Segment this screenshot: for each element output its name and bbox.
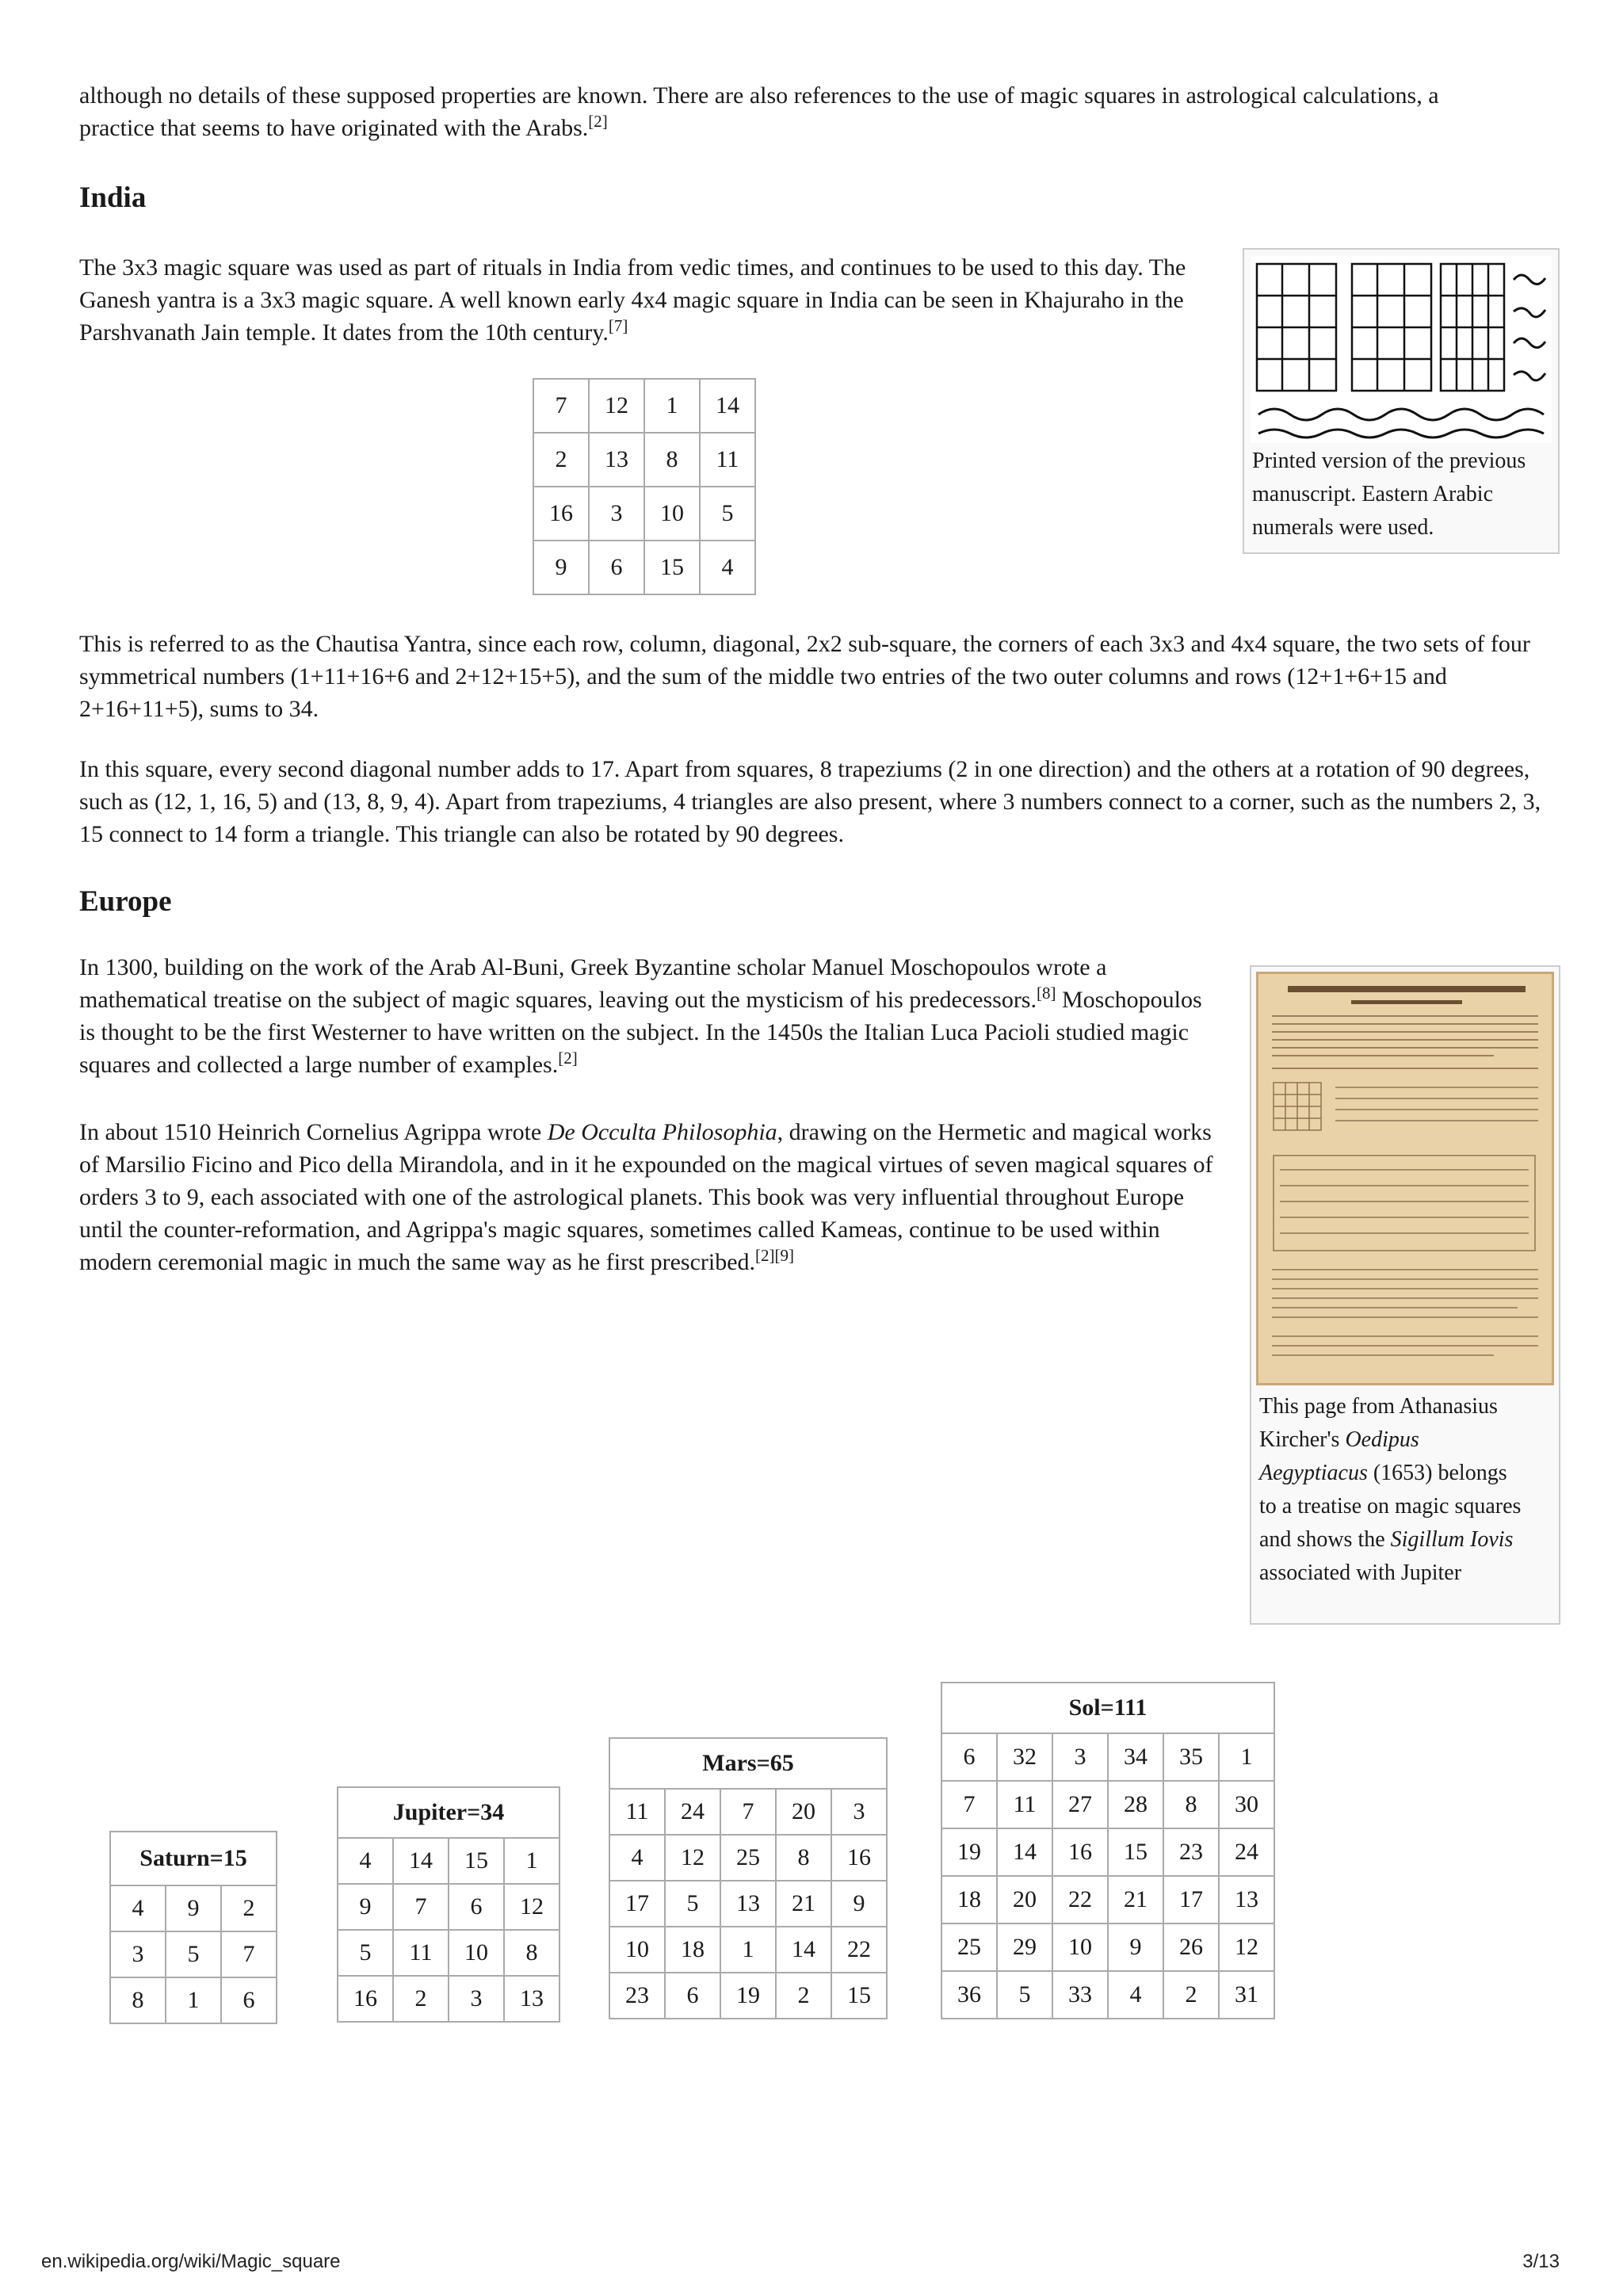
section-heading-europe: Europe (79, 885, 172, 918)
table-cell: 11 (997, 1781, 1052, 1828)
table-row (338, 1930, 559, 1976)
table-row (110, 1931, 277, 1977)
table-row (533, 433, 755, 487)
planet-square-title: Saturn=15 (110, 1832, 277, 1885)
table-header-row (110, 1832, 277, 1885)
table-cell: 24 (1219, 1828, 1274, 1876)
table-cell: 7 (393, 1884, 449, 1930)
table-cell: 3 (110, 1931, 166, 1977)
table-cell: 2 (776, 1973, 831, 2019)
table-row (941, 1924, 1274, 1971)
arabic-manuscript-image[interactable] (1251, 256, 1552, 443)
table-cell: 5 (665, 1881, 720, 1927)
table-row (338, 1838, 559, 1884)
table-cell: 14 (700, 379, 755, 433)
manuscript-caption: Printed version of the previous manuscript. Eastern Arabic numerals were used. (1252, 449, 1526, 540)
table-header-row (941, 1683, 1274, 1733)
table-cell: 19 (720, 1973, 776, 2019)
table-cell: 6 (589, 541, 644, 594)
table-cell: 8 (1163, 1781, 1219, 1828)
table-cell: 3 (1052, 1733, 1108, 1781)
table-cell: 12 (1219, 1924, 1274, 1971)
table-cell: 4 (110, 1885, 166, 1931)
table-row (533, 541, 755, 594)
table-cell: 9 (831, 1881, 887, 1927)
table-row (609, 1881, 887, 1927)
table-cell: 16 (1052, 1828, 1108, 1876)
table-cell: 3 (449, 1976, 504, 2022)
table-cell: 13 (589, 433, 644, 487)
india-paragraph-2: This is referred to as the Chautisa Yantra, since each row, column, diagonal, 2x2 sub-square, the corners of each 3x3 and 4x4 square, the two sets of four symmetrical numbers (1+11+16+6 and 2+12+15+5), and the sum of the middle two entries of the two outer columns and rows (12+1+6+15 and 2+16+11+5), sums to 34. (79, 631, 1530, 722)
manuscript-figure (1243, 248, 1560, 554)
planet-square-saturn (109, 1831, 277, 2024)
table-cell: 10 (609, 1927, 665, 1973)
table-cell: 9 (533, 541, 589, 594)
planet-square-title: Sol=111 (941, 1683, 1274, 1733)
planet-square-sol (941, 1682, 1275, 2019)
table-cell: 3 (831, 1789, 887, 1835)
table-cell: 8 (504, 1930, 559, 1976)
kircher-caption-text: This page from Athanasius Kircher's (1259, 1394, 1498, 1452)
citation-link[interactable]: [2] (588, 112, 608, 131)
table-cell: 16 (831, 1835, 887, 1881)
table-cell: 16 (533, 487, 589, 541)
footer-page-number: 3/13 (1522, 2251, 1560, 2272)
table-row (941, 1876, 1274, 1924)
table-cell: 17 (1163, 1876, 1219, 1924)
table-cell: 25 (720, 1835, 776, 1881)
table-cell: 7 (533, 379, 589, 433)
citation-link[interactable]: [8] (1036, 984, 1056, 1003)
footer-url: en.wikipedia.org/wiki/Magic_square (41, 2251, 341, 2272)
table-cell: 11 (609, 1789, 665, 1835)
table-cell: 8 (776, 1835, 831, 1881)
table-cell: 13 (504, 1976, 559, 2022)
table-cell: 22 (831, 1927, 887, 1973)
table-cell: 23 (609, 1973, 665, 2019)
chautisa-yantra-table (533, 378, 756, 595)
table-cell: 1 (166, 1977, 221, 2023)
table-cell: 31 (1219, 1971, 1274, 2019)
kircher-caption-italic: Oedipus Aegyptiacus (1259, 1427, 1419, 1485)
europe-paragraph-2 (79, 1116, 1220, 1278)
table-cell: 15 (831, 1973, 887, 2019)
table-cell: 14 (393, 1838, 449, 1884)
kircher-figure (1250, 965, 1560, 1625)
planet-square-mars (609, 1737, 888, 2019)
table-cell: 19 (941, 1828, 997, 1876)
table-cell: 27 (1052, 1781, 1108, 1828)
table-cell: 30 (1219, 1781, 1274, 1828)
table-cell: 10 (644, 487, 700, 541)
table-row (941, 1781, 1274, 1828)
intro-text: although no details of these supposed properties are known. There are also references to the use of magic squares in astrological calculations, a practice that seems to have originated with the Arabs. (79, 82, 1439, 141)
table-cell: 20 (997, 1876, 1052, 1924)
table-cell: 18 (941, 1876, 997, 1924)
table-cell: 1 (720, 1927, 776, 1973)
table-cell: 7 (221, 1931, 277, 1977)
table-cell: 10 (1052, 1924, 1108, 1971)
table-cell: 12 (665, 1835, 720, 1881)
citation-link[interactable]: [7] (608, 316, 628, 335)
table-row (609, 1835, 887, 1881)
table-cell: 25 (941, 1924, 997, 1971)
table-cell: 32 (997, 1733, 1052, 1781)
table-cell: 6 (449, 1884, 504, 1930)
table-cell: 6 (665, 1973, 720, 2019)
table-cell: 9 (338, 1884, 393, 1930)
table-cell: 21 (776, 1881, 831, 1927)
table-row (338, 1976, 559, 2022)
table-cell: 1 (1219, 1733, 1274, 1781)
book-title: De Occulta Philosophia (547, 1119, 777, 1145)
intro-paragraph (79, 79, 1490, 144)
citation-link[interactable]: [2][9] (755, 1246, 795, 1265)
table-cell: 24 (665, 1789, 720, 1835)
india-paragraph-3: In this square, every second diagonal number adds to 17. Apart from squares, 8 trapeziums (2 in one direction) and the others at a rotation of 90 degrees, such as (12, 1, 16, 5) and (13, 8, 9, 4). Apart from trapeziums, 4 triangles are also present, where 3 numbers connect to a corner, such as the numbers 2, 3, 15 connect to 14 form a triangle. This triangle can also be rotated by 90 degrees. (79, 756, 1541, 847)
europe-paragraph-1-text: In 1300, building on the work of the Arab Al-Buni, Greek Byzantine scholar Manuel Moschopoulos wrote a mathematical treatise on the subject of magic squares, leaving out the mysticism of his predecessors. (79, 954, 1107, 1013)
table-cell: 2 (221, 1885, 277, 1931)
table-row (110, 1885, 277, 1931)
planet-square-title: Jupiter=34 (338, 1787, 559, 1838)
india-paragraph-1 (79, 251, 1220, 349)
table-cell: 2 (533, 433, 589, 487)
kircher-caption-italic-2: Sigillum Iovis (1390, 1527, 1514, 1552)
table-cell: 14 (997, 1828, 1052, 1876)
planet-square-jupiter (337, 1786, 560, 2023)
table-cell: 17 (609, 1881, 665, 1927)
table-cell: 8 (644, 433, 700, 487)
table-cell: 11 (700, 433, 755, 487)
table-row (609, 1927, 887, 1973)
table-row (110, 1977, 277, 2023)
table-cell: 4 (1108, 1971, 1163, 2019)
kircher-caption-text-2: (1653) belongs to a treatise on magic squares and shows the (1259, 1461, 1522, 1552)
kircher-caption-text-3: associated with Jupiter (1259, 1561, 1462, 1585)
section-heading-india: India (79, 181, 147, 214)
europe-paragraph-2-text-2: , drawing on the Hermetic and magical works of Marsilio Ficino and Pico della Mirandola, and in it he expounded on the magical virtues of seven magical squares of orders 3 to 9, each associated with one of the astrological planets. This book was very influential throughout Europe until the counter-reformation, and Agrippa's magic squares, sometimes called Kameas, continue to be used within modern ceremonial magic in much the same way as he first prescribed. (79, 1119, 1213, 1275)
table-cell: 21 (1108, 1876, 1163, 1924)
table-cell: 23 (1163, 1828, 1219, 1876)
table-cell: 7 (720, 1789, 776, 1835)
planet-square-title: Mars=65 (609, 1738, 887, 1789)
table-cell: 11 (393, 1930, 449, 1976)
kircher-page-image[interactable] (1256, 972, 1554, 1385)
table-cell: 5 (166, 1931, 221, 1977)
table-row (941, 1733, 1274, 1781)
table-cell: 26 (1163, 1924, 1219, 1971)
table-row (533, 379, 755, 433)
table-row (338, 1884, 559, 1930)
table-cell: 29 (997, 1924, 1052, 1971)
table-cell: 18 (665, 1927, 720, 1973)
europe-paragraph-2-text: In about 1510 Heinrich Cornelius Agrippa wrote (79, 1119, 548, 1145)
table-row (609, 1973, 887, 2019)
table-cell: 5 (338, 1930, 393, 1976)
table-cell: 2 (393, 1976, 449, 2022)
table-row (533, 487, 755, 541)
table-cell: 5 (700, 487, 755, 541)
table-cell: 9 (1108, 1924, 1163, 1971)
table-cell: 13 (720, 1881, 776, 1927)
citation-link[interactable]: [2] (558, 1049, 578, 1068)
table-cell: 15 (449, 1838, 504, 1884)
table-cell: 6 (941, 1733, 997, 1781)
table-cell: 5 (997, 1971, 1052, 2019)
table-cell: 4 (609, 1835, 665, 1881)
table-cell: 2 (1163, 1971, 1219, 2019)
table-cell: 36 (941, 1971, 997, 2019)
table-cell: 1 (504, 1838, 559, 1884)
table-cell: 4 (700, 541, 755, 594)
table-header-row (338, 1787, 559, 1838)
kircher-caption (1259, 1390, 1529, 1590)
table-cell: 16 (338, 1976, 393, 2022)
table-cell: 20 (776, 1789, 831, 1835)
table-cell: 35 (1163, 1733, 1219, 1781)
table-row (941, 1971, 1274, 2019)
europe-paragraph-1-text-2: Moschopoulos is thought to be the first Westerner to have written on the subject. In the 1450s the Italian Luca Pacioli studied magic squares and collected a large number of examples. (79, 987, 1202, 1078)
table-cell: 8 (110, 1977, 166, 2023)
table-cell: 4 (338, 1838, 393, 1884)
table-cell: 14 (776, 1927, 831, 1973)
table-cell: 12 (589, 379, 644, 433)
table-cell: 12 (504, 1884, 559, 1930)
table-cell: 22 (1052, 1876, 1108, 1924)
table-cell: 7 (941, 1781, 997, 1828)
table-cell: 33 (1052, 1971, 1108, 2019)
table-cell: 6 (221, 1977, 277, 2023)
table-cell: 28 (1108, 1781, 1163, 1828)
table-cell: 34 (1108, 1733, 1163, 1781)
table-row (941, 1828, 1274, 1876)
table-cell: 3 (589, 487, 644, 541)
table-cell: 15 (1108, 1828, 1163, 1876)
table-cell: 15 (644, 541, 700, 594)
table-row (609, 1789, 887, 1835)
table-header-row (609, 1738, 887, 1789)
table-cell: 10 (449, 1930, 504, 1976)
india-paragraph-1-text: The 3x3 magic square was used as part of rituals in India from vedic times, and continues to be used to this day. The Ganesh yantra is a 3x3 magic square. A well known early 4x4 magic square in India can be seen in Khajuraho in the Parshvanath Jain temple. It dates from the 10th century. (79, 254, 1186, 346)
europe-paragraph-1 (79, 951, 1220, 1081)
table-cell: 1 (644, 379, 700, 433)
table-cell: 13 (1219, 1876, 1274, 1924)
table-cell: 9 (166, 1885, 221, 1931)
